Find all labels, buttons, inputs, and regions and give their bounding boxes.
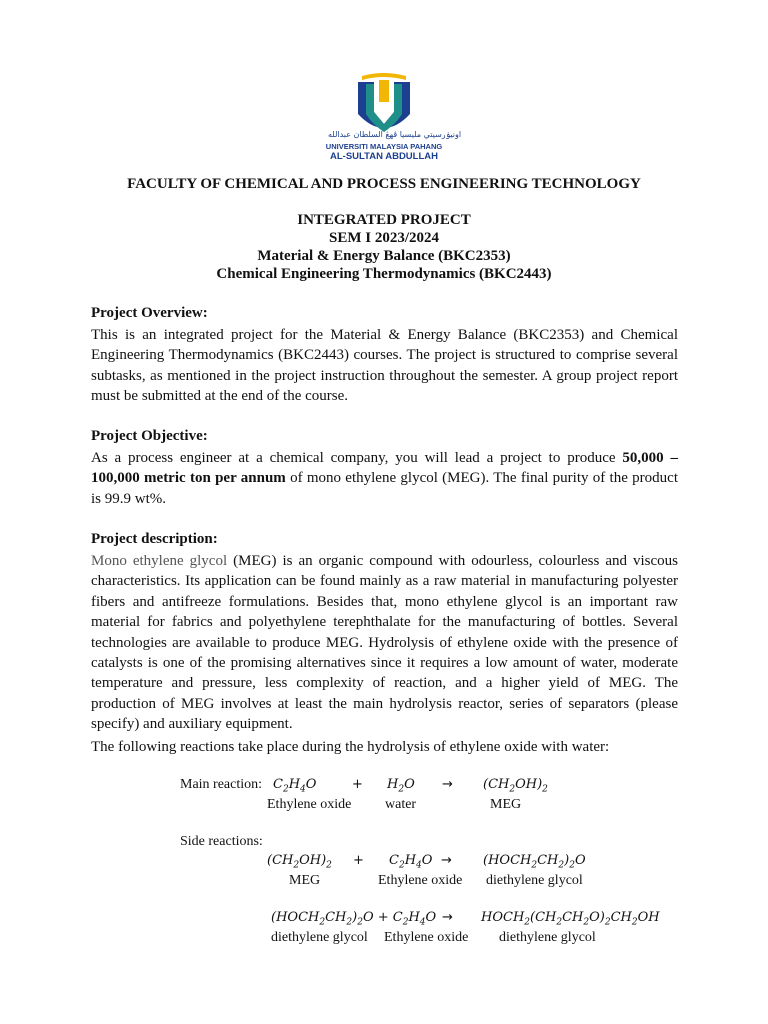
overview-text: This is an integrated project for the Material & Energy Balance (BKC2353) and Chemical Engineering Thermodynamics (BKC2443) courses. The project is structured to comprise several subtasks, as mentioned in the project instruction throughout the semester. A group project report must be submitted at the end of the course. xyxy=(91,327,678,405)
logo-arabic-text: اونيۏرسيتي مليسيا ڤهڠ السلطان عبدالله xyxy=(328,130,462,139)
logo-line1: UNIVERSITI MALAYSIA PAHANG xyxy=(325,142,443,151)
name-water: water xyxy=(385,797,417,812)
description-body: (MEG) is an organic compound with odourless, colourless and viscous characteristics. Its application can be found mainly as a raw material in manufacturing polyester fibers and antifreeze formulations. Besides that, mono ethylene glycol is an important raw material for fabrics and polyethylene terephthalate for the manufacturing of bottles. Several technologies are available to produce MEG. Hydrolysis of ethylene oxide with the presence of catalysts is one of the promising alternatives since it requires a low amount of water, moderate temperature and pressure, less complexity of reaction, and a higher yield of MEG. The production of MEG involves at least the main hydrolysis reactor, series of separators (please specify) and auxiliary equipment. xyxy=(91,553,678,733)
name-meg-side: MEG xyxy=(289,873,321,888)
formula-deg-reactant: $(HOCH_2CH_2)_2O + C_2H_4O$ xyxy=(271,910,437,928)
side-reactions-label: Side reactions: xyxy=(180,834,263,849)
name-ethylene-oxide: Ethylene oxide xyxy=(267,797,352,812)
formula-teg: $HOCH_2(CH_2CH_2O)_2CH_2OH$ xyxy=(481,910,660,928)
objective-heading: Project Objective: xyxy=(91,428,208,444)
name-meg: MEG xyxy=(490,797,522,812)
plus-sign: + xyxy=(352,777,363,792)
objective-text-after: of mono ethylene glycol (MEG). The final purity of the product is 99.9 wt%. xyxy=(91,470,678,507)
overview-heading: Project Overview: xyxy=(91,305,208,321)
name-deg-side: diethylene glycol xyxy=(486,873,583,888)
main-reaction-label: Main reaction: xyxy=(180,777,263,792)
logo-line2: AL-SULTAN ABDULLAH xyxy=(330,151,438,162)
reaction-arrow: → xyxy=(442,910,453,925)
description-text xyxy=(91,551,678,735)
header-line4: Chemical Engineering Thermodynamics (BKC2443) xyxy=(216,266,552,282)
formula-ethylene-oxide-side: $C_2H_4O$ xyxy=(389,853,433,871)
formula-meg-side: $(CH_2OH)_2$ xyxy=(267,853,332,871)
header-line3: Material & Energy Balance (BKC2353) xyxy=(257,248,511,264)
name-product-r2: diethylene glycol xyxy=(499,930,596,945)
formula-water: $H_2O$ xyxy=(387,777,415,795)
reaction-arrow: → xyxy=(442,777,453,792)
description-heading: Project description: xyxy=(91,531,218,547)
objective-capacity: 50,000 – 100,000 metric ton per annum xyxy=(91,450,678,487)
reactions-intro: The following reactions take place during the hydrolysis of ethylene oxide with water: xyxy=(91,739,610,755)
formula-meg: $(CH_2OH)_2$ xyxy=(483,777,548,795)
university-logo xyxy=(322,72,462,164)
header-line2: SEM I 2023/2024 xyxy=(328,230,439,246)
formula-ethylene-oxide: $C_2H_4O$ xyxy=(273,777,317,795)
name-ethylene-oxide-r2: Ethylene oxide xyxy=(384,930,469,945)
name-ethylene-oxide-side: Ethylene oxide xyxy=(378,873,463,888)
objective-text xyxy=(91,448,678,509)
header-line1: INTEGRATED PROJECT xyxy=(297,212,471,228)
description-lead: Mono ethylene glycol xyxy=(91,553,228,569)
formula-deg: $(HOCH_2CH_2)_2O$ xyxy=(483,853,586,871)
reaction-arrow: → xyxy=(441,853,452,868)
plus-sign: + xyxy=(353,853,364,868)
name-deg-reactant: diethylene glycol xyxy=(271,930,368,945)
faculty-title: FACULTY OF CHEMICAL AND PROCESS ENGINEERING TECHNOLOGY xyxy=(127,176,641,192)
objective-text-before: As a process engineer at a chemical company, you will lead a project to produce xyxy=(91,450,623,466)
